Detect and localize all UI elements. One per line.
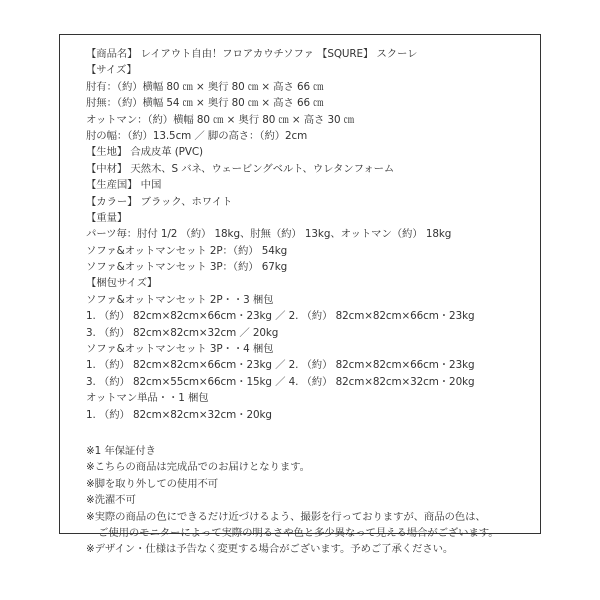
package-2p-line-2: 3. （約） 82cm×82cm×32cm ／ 20kg [86,326,279,339]
note-design: ※デザイン・仕様は予告なく変更する場合がございます。予めご了承ください。 [86,543,454,556]
package-heading: 【梱包サイズ】 [86,277,158,290]
origin-line: 【生産国】 中国 [86,179,162,192]
weight-set-2p: ソファ&オットマンセット 2P：（約） 54kg [86,244,288,257]
note-assembled: ※こちらの商品は完成品でのお届けとなります。 [86,461,310,474]
package-ottoman-line: 1. （約） 82cm×82cm×32cm・20kg [86,408,272,421]
package-2p-line-1: 1. （約） 82cm×82cm×66cm・23kg ／ 2. （約） 82cm×82cm×66cm・23kg [86,310,475,323]
note-washing: ※洗濯不可 [86,494,136,507]
note-legs: ※脚を取り外しての使用不可 [86,477,219,490]
size-armrest: 肘有：（約）横幅 80 ㎝ × 奥行 80 ㎝ × 高さ 66 ㎝ [86,80,324,93]
weight-set-3p: ソファ&オットマンセット 3P：（約） 67kg [86,261,288,274]
color-line: 【カラー】 ブラック、ホワイト [86,195,233,208]
size-arm-leg: 肘の幅：（約）13.5cm ／ 脚の高さ：（約）2cm [86,129,308,142]
package-3p-line-1: 1. （約） 82cm×82cm×66cm・23kg ／ 2. （約） 82cm×82cm×66cm・23kg [86,359,475,372]
product-name-line: 【商品名】 レイアウト自由！フロアカウチソファ 【SQURE】 スクーレ [86,48,418,60]
package-3p-line-2: 3. （約） 82cm×55cm×66cm・15kg ／ 4. （約） 82cm×82cm×32cm・20kg [86,375,475,388]
package-2p-title: ソファ&オットマンセット 2P・・3 梱包 [86,293,274,306]
fabric-line: 【生地】 合成皮革 (PVC) [86,146,203,159]
package-ottoman-title: オットマン単品・・1 梱包 [86,392,209,405]
note-color-1: ※実際の商品の色にできるだけ近づけるよう、撮影を行っておりますが、商品の色は、 [86,510,486,523]
spec-content [86,46,526,558]
package-3p-title: ソファ&オットマンセット 3P・・4 梱包 [86,343,274,356]
size-ottoman: オットマン：（約）横幅 80 ㎝ × 奥行 80 ㎝ × 高さ 30 ㎝ [86,113,355,126]
filling-line: 【中材】 天然木、S バネ、ウェービングベルト、ウレタンフォーム [86,162,395,175]
section-gap [86,423,526,443]
size-armless: 肘無：（約）横幅 54 ㎝ × 奥行 80 ㎝ × 高さ 66 ㎝ [86,97,324,110]
note-warranty: ※1 年保証付き [86,444,156,457]
weight-parts: パーツ毎：肘付 1/2 （約） 18kg、肘無（約） 13kg、オットマン（約） 18kg [86,228,452,241]
note-color-2: ご使用のモニターによって実際の明るさや色と多少異なって見える場合がございます。 [98,526,499,539]
weight-heading: 【重量】 [86,211,128,224]
size-heading: 【サイズ】 [86,64,137,77]
